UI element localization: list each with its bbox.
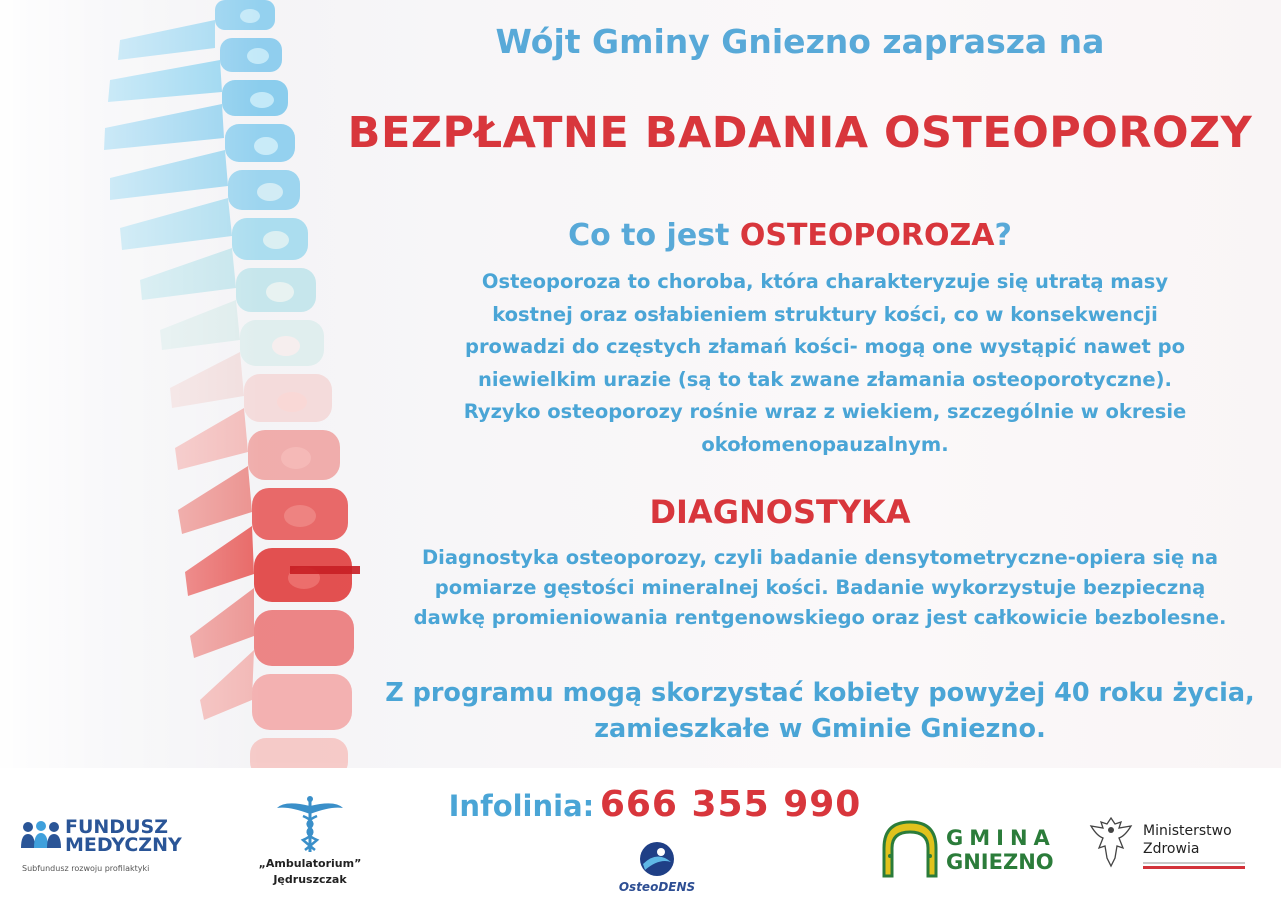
osteodens-part2: DENS — [658, 880, 696, 894]
gmina-gniezno-logo — [880, 816, 1060, 886]
flag-stripe-white — [1143, 862, 1245, 864]
diagnostics-line: pomiarze gęstości mineralnej kości. Badanie wykorzystuje bezpieczną — [434, 576, 1206, 599]
definition-line: Osteoporoza to choroba, która charakteryzuje się utratą masy — [481, 270, 1169, 293]
diagnostics-line: Diagnostyka osteoporozy, czyli badanie densytometryczne-opiera się na — [421, 546, 1219, 569]
ambulatorium-name — [240, 856, 380, 888]
definition-paragraph — [385, 266, 1265, 461]
question-heading — [440, 218, 1140, 253]
question-prefix: Co to jest — [568, 218, 740, 253]
main-headline: BEZPŁATNE BADANIA OSTEOPOROZY — [347, 108, 1253, 158]
ambulatorium-logo — [240, 790, 380, 900]
infoline-number: 666 355 990 — [599, 784, 862, 825]
infoline-label: Infolinia: — [448, 789, 595, 823]
fundusz-line2: MEDYCZNY — [65, 834, 182, 856]
footer-bar — [0, 768, 1281, 902]
osteodens-emblem-icon — [637, 840, 677, 878]
gmina-line2: GNIEZNO — [946, 850, 1054, 874]
definition-line: Ryzyko osteoporozy rośnie wraz z wiekiem, szczególnie w okresie — [463, 400, 1187, 423]
ministerstwo-line1: Ministerstwo — [1143, 823, 1232, 839]
definition-line: niewielkim urazie (są to tak zwane złamania osteoporotyczne). — [478, 367, 1172, 391]
definition-line: kostnej oraz osłabieniem struktury kości, co w konsekwencji — [492, 302, 1158, 326]
ministerstwo-line2: Zdrowia — [1143, 841, 1200, 857]
eligibility-line: zamieszkałe w Gminie Gniezno. — [594, 714, 1046, 744]
question-suffix: ? — [994, 218, 1012, 253]
diagnostics-paragraph — [370, 543, 1270, 633]
invitation-line: Wójt Gminy Gniezno zaprasza na — [495, 22, 1105, 61]
infoline — [430, 784, 880, 825]
fundusz-wordmark — [65, 818, 182, 854]
ministerstwo-zdrowia-logo — [1085, 814, 1255, 874]
fundusz-line1: FUNDUSZ — [65, 816, 168, 838]
gmina-line1: GMINA — [946, 826, 1056, 850]
definition-line: okołomenopauzalnym. — [701, 432, 949, 456]
osteodens-wordmark — [612, 880, 702, 894]
horseshoe-icon — [880, 818, 940, 882]
ambulatorium-line1: „Ambulatorium” — [258, 857, 362, 870]
ambulatorium-line2: Jędruszczak — [273, 873, 347, 886]
fundusz-medyczny-logo — [20, 818, 200, 878]
eligibility-paragraph — [340, 675, 1281, 747]
definition-line: prowadzi do częstych złamań kości- mogą one wystąpić nawet po — [464, 335, 1185, 358]
eagle-emblem-icon — [1085, 814, 1137, 870]
osteodens-logo — [612, 840, 702, 900]
diagnostics-heading: DIAGNOSTYKA — [649, 493, 911, 531]
osteodens-part1: Osteo — [618, 880, 659, 894]
fundusz-subtitle: Subfundusz rozwoju profilaktyki — [22, 864, 150, 873]
people-icon — [20, 820, 62, 850]
diagnostics-line: dawkę promieniowania rentgenowskiego oraz jest całkowicie bezbolesne. — [413, 606, 1227, 629]
ministerstwo-name — [1143, 822, 1232, 858]
spine-fade-overlay — [0, 0, 260, 768]
flag-stripe-red — [1143, 866, 1245, 869]
question-highlight: OSTEOPOROZA — [739, 218, 995, 253]
caduceus-icon — [275, 794, 345, 854]
eligibility-line: Z programu mogą skorzystać kobiety powyżej 40 roku życia, — [385, 678, 1255, 708]
